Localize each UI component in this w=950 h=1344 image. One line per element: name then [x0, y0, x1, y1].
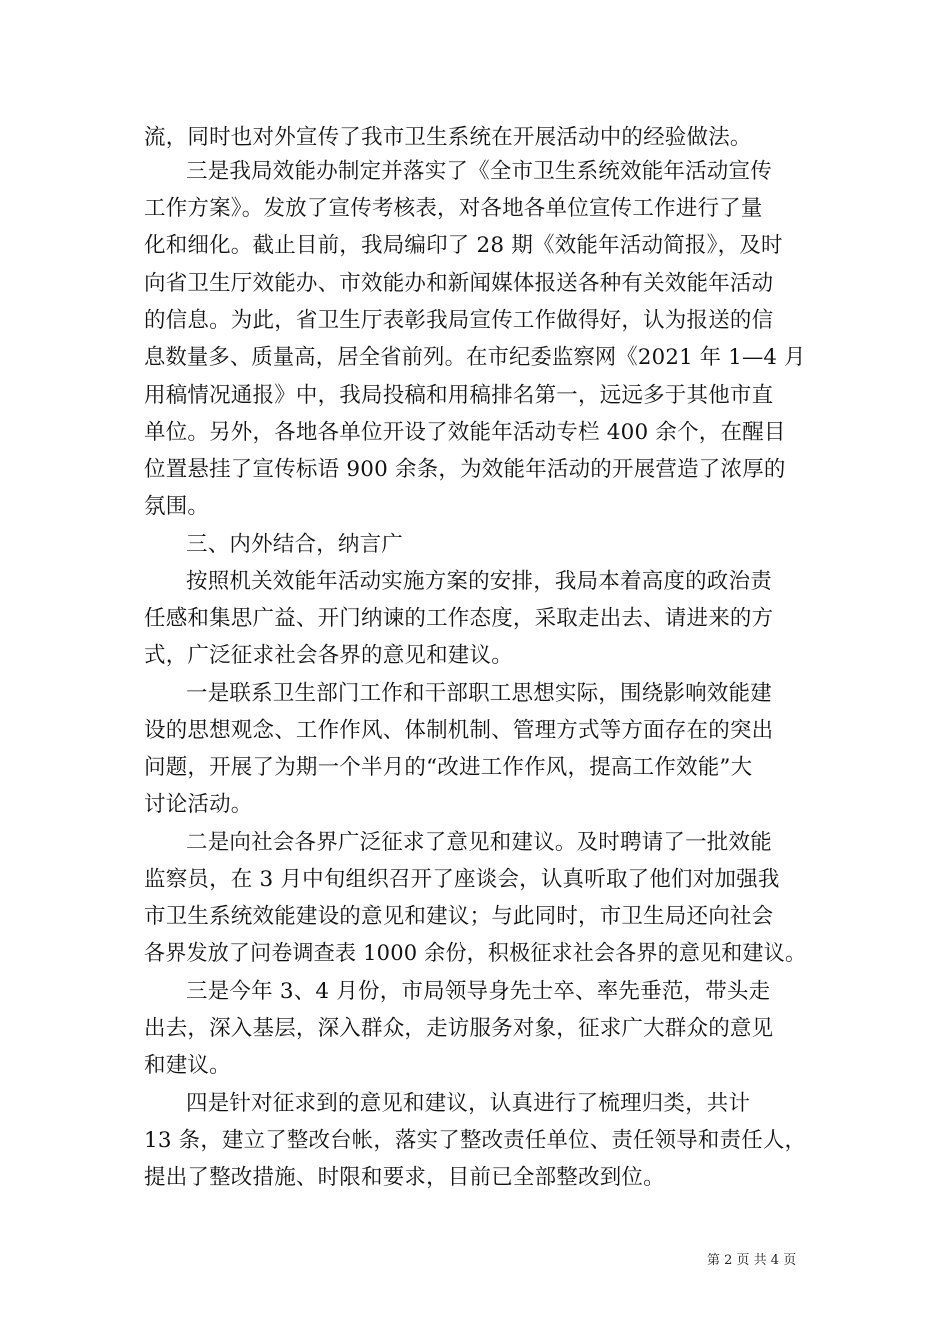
text-line: 一是联系卫生部门工作和干部职工思想实际，围绕影响效能建	[186, 681, 772, 706]
text-line: 三是我局效能办制定并落实了《全市卫生系统效能年活动宣传	[186, 159, 772, 184]
text-line: 监察员，在 3 月中旬组织召开了座谈会，认真听取了他们对加强我	[144, 867, 780, 892]
text-line: 三是今年 3、4 月份，市局领导身先士卒、率先垂范，带头走	[186, 979, 771, 1004]
text-line: 设的思想观念、工作作风、体制机制、管理方式等方面存在的突出	[144, 718, 774, 743]
text-line: 氛围。	[144, 494, 210, 519]
text-line: 向省卫生厅效能办、市效能办和新闻媒体报送各种有关效能年活动	[144, 271, 774, 296]
text-line: 的信息。为此，省卫生厅表彰我局宣传工作做得好，认为报送的信	[144, 308, 774, 333]
text-line: 市卫生系统效能建设的意见和建议；与此同时，市卫生局还向社会	[144, 904, 774, 929]
text-line: 讨论活动。	[144, 792, 253, 817]
text-line: 位置悬挂了宣传标语 900 余条，为效能年活动的开展营造了浓厚的	[144, 457, 786, 482]
text-line: 二是向社会各界广泛征求了意见和建议。及时聘请了一批效能	[186, 830, 772, 855]
section-heading: 三、内外结合，纳言广	[186, 532, 404, 557]
text-line: 用稿情况通报》中，我局投稿和用稿排名第一，远远多于其他市直	[144, 383, 774, 408]
text-line: 息数量多、质量高，居全省前列。在市纪委监察网《2021 年 1—4 月	[144, 345, 806, 370]
text-line: 各界发放了问卷调查表 1000 余份，积极征求社会各界的意见和建议。	[144, 941, 807, 966]
page-number: 第 2 页 共 4 页	[707, 1253, 797, 1268]
text-line: 按照机关效能年活动实施方案的安排，我局本着高度的政治责	[186, 569, 772, 594]
text-line: 式，广泛征求社会各界的意见和建议。	[144, 643, 513, 668]
text-line: 问题，开展了为期一个半月的“改进工作作风，提高工作效能”大	[144, 755, 753, 780]
text-line: 出去，深入基层，深入群众，走访服务对象，征求广大群众的意见	[144, 1016, 774, 1041]
text-line: 单位。另外，各地各单位开设了效能年活动专栏 400 余个，在醒目	[144, 420, 786, 445]
text-line: 任感和集思广益、开门纳谏的工作态度，采取走出去、请进来的方	[144, 606, 774, 631]
text-line: 提出了整改措施、时限和要求，目前已全部整改到位。	[144, 1165, 665, 1190]
text-line: 工作方案》。发放了宣传考核表，对各地各单位宣传工作进行了量	[144, 196, 763, 221]
text-line: 化和细化。截止目前，我局编印了 28 期《效能年活动简报》，及时	[144, 233, 783, 258]
text-line: 流，同时也对外宣传了我市卫生系统在开展活动中的经验做法。	[144, 125, 752, 150]
text-line: 13 条，建立了整改台帐，落实了整改责任单位、责任领导和责任人，	[144, 1128, 807, 1153]
text-line: 四是针对征求到的意见和建议，认真进行了梳理归类，共计	[186, 1091, 751, 1116]
text-line: 和建议。	[144, 1053, 231, 1078]
